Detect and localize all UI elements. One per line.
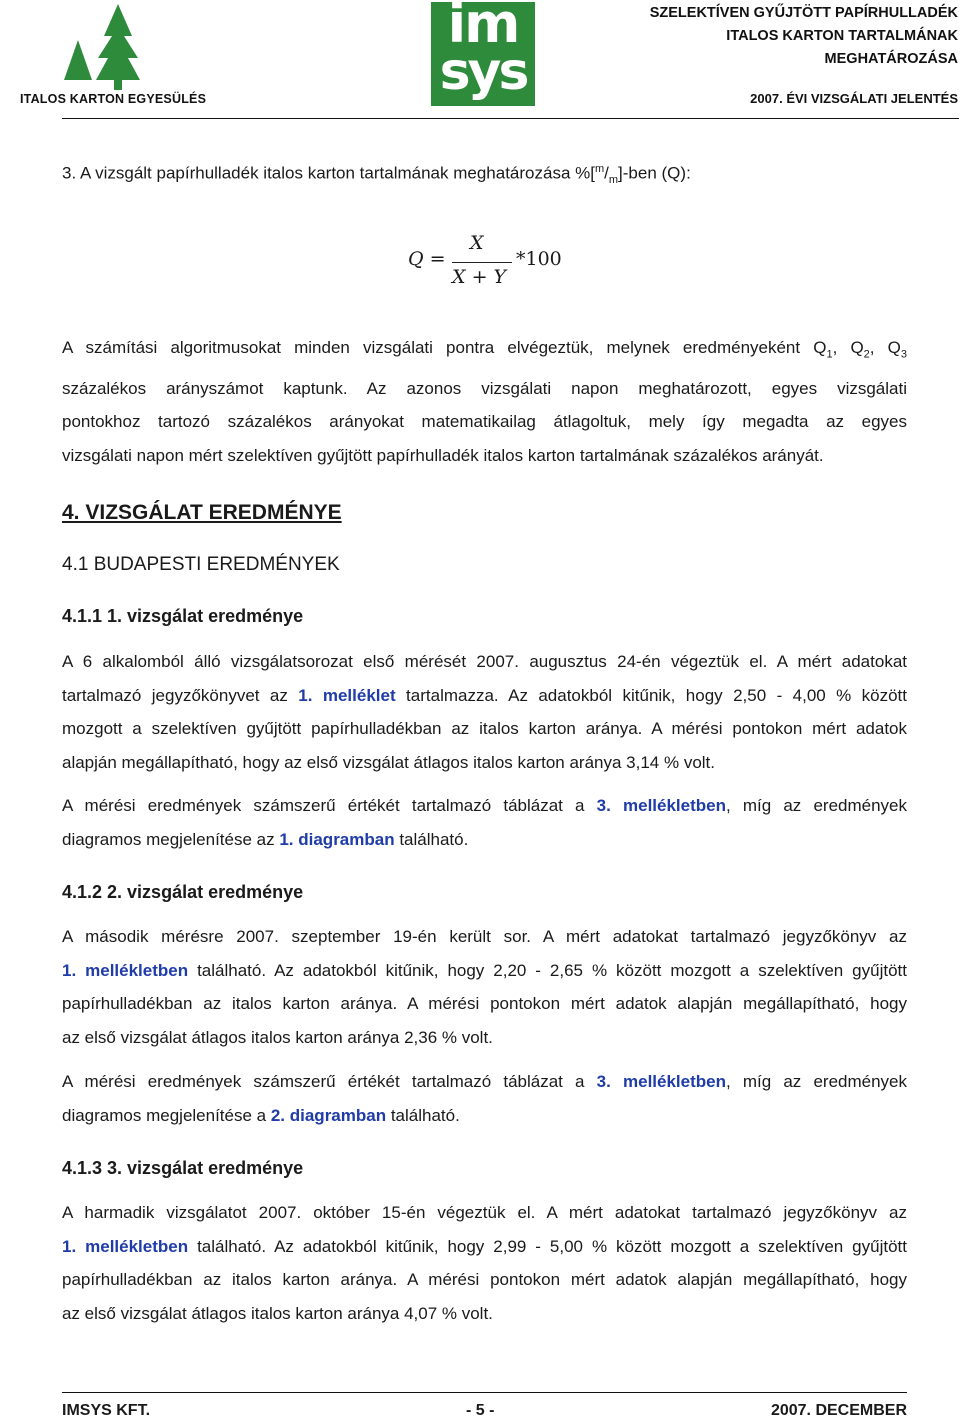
header-title-line2: ITALOS KARTON TARTALMÁNAK (726, 28, 958, 44)
paragraph-line: alapján megállapítható, hogy az első vizsgálat átlagos italos karton aránya 3,14 % volt. (62, 752, 716, 772)
imsys-logo (431, 2, 535, 106)
formula-lhs: Q = (408, 248, 446, 270)
header-title-line3: MEGHATÁROZÁSA (824, 51, 958, 67)
formula-multiplier: *100 (516, 248, 562, 270)
section3-paragraph (62, 331, 907, 472)
paragraph-line: mozgott a szelektíven gyűjtött papírhulladékban az italos karton aránya. A mérési pontokon mért adatok (62, 719, 907, 738)
footer-page-number: - 5 - (466, 1402, 495, 1419)
diagram-link[interactable]: 2. diagramban (270, 1105, 387, 1125)
paragraph-line: 1. mellékletben található. Az adatokból kitűnik, hogy 2,20 - 2,65 % között mozgott a szelektíven gyűjtött (62, 960, 907, 980)
annex-link[interactable]: 1. melléklet (298, 685, 396, 705)
paragraph-line: A második mérésre 2007. szeptember 19-én került sor. A mért adatokat tartalmazó jegyzőkönyv az (62, 927, 907, 946)
result2-heading: 4.1.2 2. vizsgálat eredménye (62, 882, 304, 902)
italos-karton-logo (18, 0, 218, 110)
header-title-line1: SZELEKTÍVEN GYŰJTÖTT PAPÍRHULLADÉK (649, 5, 958, 21)
result3-heading: 4.1.3 3. vizsgálat eredménye (62, 1158, 304, 1178)
paragraph-line: az első vizsgálat átlagos italos karton aránya 4,07 % volt. (62, 1303, 493, 1323)
logo-imsys-bottom: sys (439, 42, 527, 102)
paragraph-line: papírhulladékban az italos karton aránya. A mérési pontokon mért adatok alapján megállapítható, hogy (62, 994, 907, 1013)
paragraph-line: százalékos arányszámot kaptunk. Az azonos vizsgálati napon meghatározott, egyes vizsgálati (62, 378, 907, 398)
diagram-link[interactable]: 1. diagramban (279, 829, 395, 849)
paragraph-line: A harmadik vizsgálatot 2007. október 15-én végeztük el. A mért adatokat tartalmazó jegyzőkönyv az (62, 1203, 907, 1222)
footer-divider (62, 1392, 907, 1393)
header-title (650, 2, 958, 110)
result1-heading: 4.1.1 1. vizsgálat eredménye (62, 606, 304, 626)
annex-link[interactable]: 1. mellékletben (62, 1236, 189, 1256)
fraction-bar (452, 262, 512, 263)
tree-logo-icon (18, 0, 168, 92)
paragraph-line: A mérési eredmények számszerű értékét tartalmazó táblázat a 3. mellékletben, míg az eredmények (62, 796, 908, 815)
annex-link[interactable]: 1. mellékletben (62, 960, 189, 980)
formula-denominator: X + Y (452, 266, 507, 288)
result2-measurement-paragraph (62, 1065, 907, 1132)
footer-company: IMSYS KFT. (62, 1402, 151, 1419)
result3-paragraph (62, 1196, 907, 1330)
footer-date: 2007. DECEMBER (770, 1402, 907, 1419)
formula-numerator: X (470, 232, 484, 254)
result1-measurement-paragraph (62, 789, 907, 856)
paragraph-line: diagramos megjelenítése az 1. diagramban található. (62, 829, 469, 849)
paragraph-line: az első vizsgálat átlagos italos karton aránya 2,36 % volt. (62, 1027, 493, 1047)
annex-link[interactable]: 3. mellékletben (596, 1072, 726, 1091)
header-divider (62, 118, 959, 119)
paragraph-line: diagramos megjelenítése a 2. diagramban található. (62, 1105, 460, 1125)
result1-paragraph (62, 645, 907, 779)
annex-link[interactable]: 3. mellékletben (596, 796, 726, 815)
section4-heading: 4. VIZSGÁLAT EREDMÉNYE (62, 501, 342, 524)
q-formula (408, 232, 578, 296)
paragraph-line: A számítási algoritmusokat minden vizsgálati pontra elvégeztük, melynek eredményeként $Q_1$, $Q_2$, $Q_3$ (62, 338, 907, 361)
paragraph-line: 1. mellékletben található. Az adatokból kitűnik, hogy 2,99 - 5,00 % között mozgott a szelektíven gyűjtött (62, 1236, 907, 1256)
paragraph-line: papírhulladékban az italos karton aránya. A mérési pontokon mért adatok alapján megállapítható, hogy (62, 1270, 907, 1289)
paragraph-line: A 6 alkalomból álló vizsgálatsorozat első mérését 2007. augusztus 24-én végeztük el. A mért adatokat (62, 652, 907, 671)
paragraph-line: vizsgálati napon mért szelektíven gyűjtött papírhulladék italos karton tartalmának százalékos arányát. (62, 445, 824, 465)
logo-imsys-top: im (447, 0, 519, 55)
section3-heading: 3. A vizsgált papírhulladék italos karton tartalmának meghatározása $\%[^m/_m]$-ben (Q): (62, 163, 691, 187)
header-report: 2007. ÉVI VIZSGÁLATI JELENTÉS (750, 91, 958, 106)
result2-paragraph (62, 920, 907, 1054)
section41-heading: 4.1 BUDAPESTI EREDMÉNYEK (62, 554, 340, 575)
paragraph-line: pontokhoz tartozó százalékos arányokat matematikailag átlagoltuk, mely így megadta az egyes (62, 412, 907, 432)
logo-brand-text: ITALOS KARTON EGYESÜLÉS (20, 92, 207, 106)
paragraph-line: A mérési eredmények számszerű értékét tartalmazó táblázat a 3. mellékletben, míg az eredmények (62, 1072, 908, 1091)
paragraph-line: tartalmazó jegyzőkönyvet az 1. melléklet tartalmazza. Az adatokból kitűnik, hogy 2,50 - 4,00 % között (62, 685, 908, 705)
